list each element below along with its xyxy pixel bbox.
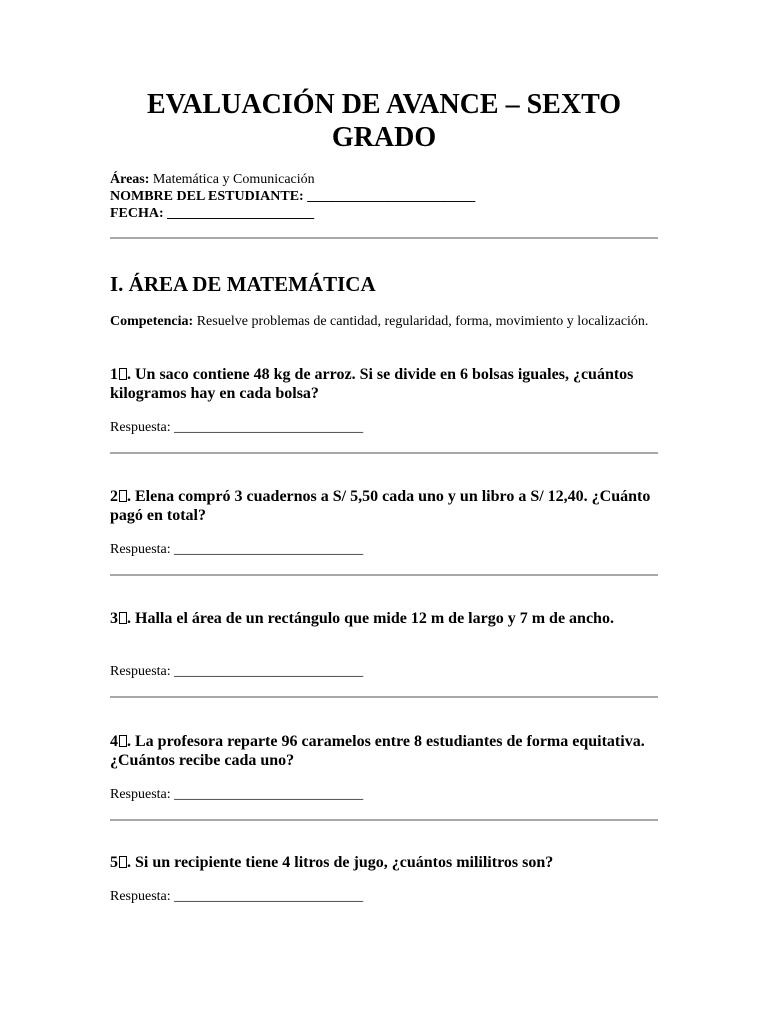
question-5 <box>110 853 658 872</box>
date-label: FECHA: <box>110 206 164 221</box>
divider <box>110 452 658 454</box>
competencia-label: Competencia: <box>110 314 194 329</box>
missing-glyph-box-icon <box>119 856 127 868</box>
question-4 <box>110 732 658 770</box>
missing-glyph-box-icon <box>119 612 127 624</box>
date-row <box>110 205 475 222</box>
question-number: 1 <box>110 366 118 383</box>
question-number: 3 <box>110 610 118 627</box>
section-title: I. ÁREA DE MATEMÁTICA <box>110 272 376 296</box>
document-title: EVALUACIÓN DE AVANCE – SEXTO GRADO <box>146 89 622 153</box>
question-text: . Si un recipiente tiene 4 litros de jugo, ¿cuántos mililitros son? <box>127 854 554 871</box>
competencia-text <box>110 313 658 330</box>
answer-line: Respuesta: ___________________________ <box>110 542 364 557</box>
divider <box>110 237 658 239</box>
question-text: . Elena compró 3 cuadernos a S/ 5,50 cada uno y un libro a S/ 12,40. ¿Cuánto pagó en total? <box>110 488 651 524</box>
question-1 <box>110 365 658 403</box>
areas-row <box>110 171 475 188</box>
areas-value: Matemática y Comunicación <box>152 172 315 187</box>
divider <box>110 574 658 576</box>
question-number: 2 <box>110 488 118 505</box>
answer-line: Respuesta: ___________________________ <box>110 664 364 679</box>
question-2 <box>110 487 658 525</box>
date-blank: _____________________ <box>167 206 315 221</box>
answer-line: Respuesta: ___________________________ <box>110 787 364 802</box>
answer-line: Respuesta: ___________________________ <box>110 889 364 904</box>
question-3 <box>110 609 658 628</box>
competencia-value: Resuelve problemas de cantidad, regularidad, forma, movimiento y localización. <box>196 314 649 329</box>
missing-glyph-box-icon <box>119 368 127 380</box>
divider <box>110 696 658 698</box>
missing-glyph-box-icon <box>119 490 127 502</box>
student-name-row <box>110 188 475 205</box>
header-info <box>110 171 475 222</box>
missing-glyph-box-icon <box>119 735 127 747</box>
student-name-blank: ________________________ <box>307 189 476 204</box>
question-text: . Un saco contiene 48 kg de arroz. Si se divide en 6 bolsas iguales, ¿cuántos kilogramos hay en cada bolsa? <box>110 366 634 402</box>
question-number: 5 <box>110 854 118 871</box>
divider <box>110 819 658 821</box>
student-name-label: NOMBRE DEL ESTUDIANTE: <box>110 189 304 204</box>
question-number: 4 <box>110 733 118 750</box>
question-text: . Halla el área de un rectángulo que mide 12 m de largo y 7 m de ancho. <box>127 610 614 627</box>
question-text: . La profesora reparte 96 caramelos entre 8 estudiantes de forma equitativa. ¿Cuántos recibe cada uno? <box>110 733 645 769</box>
answer-line: Respuesta: ___________________________ <box>110 420 364 435</box>
areas-label: Áreas: <box>110 172 150 187</box>
